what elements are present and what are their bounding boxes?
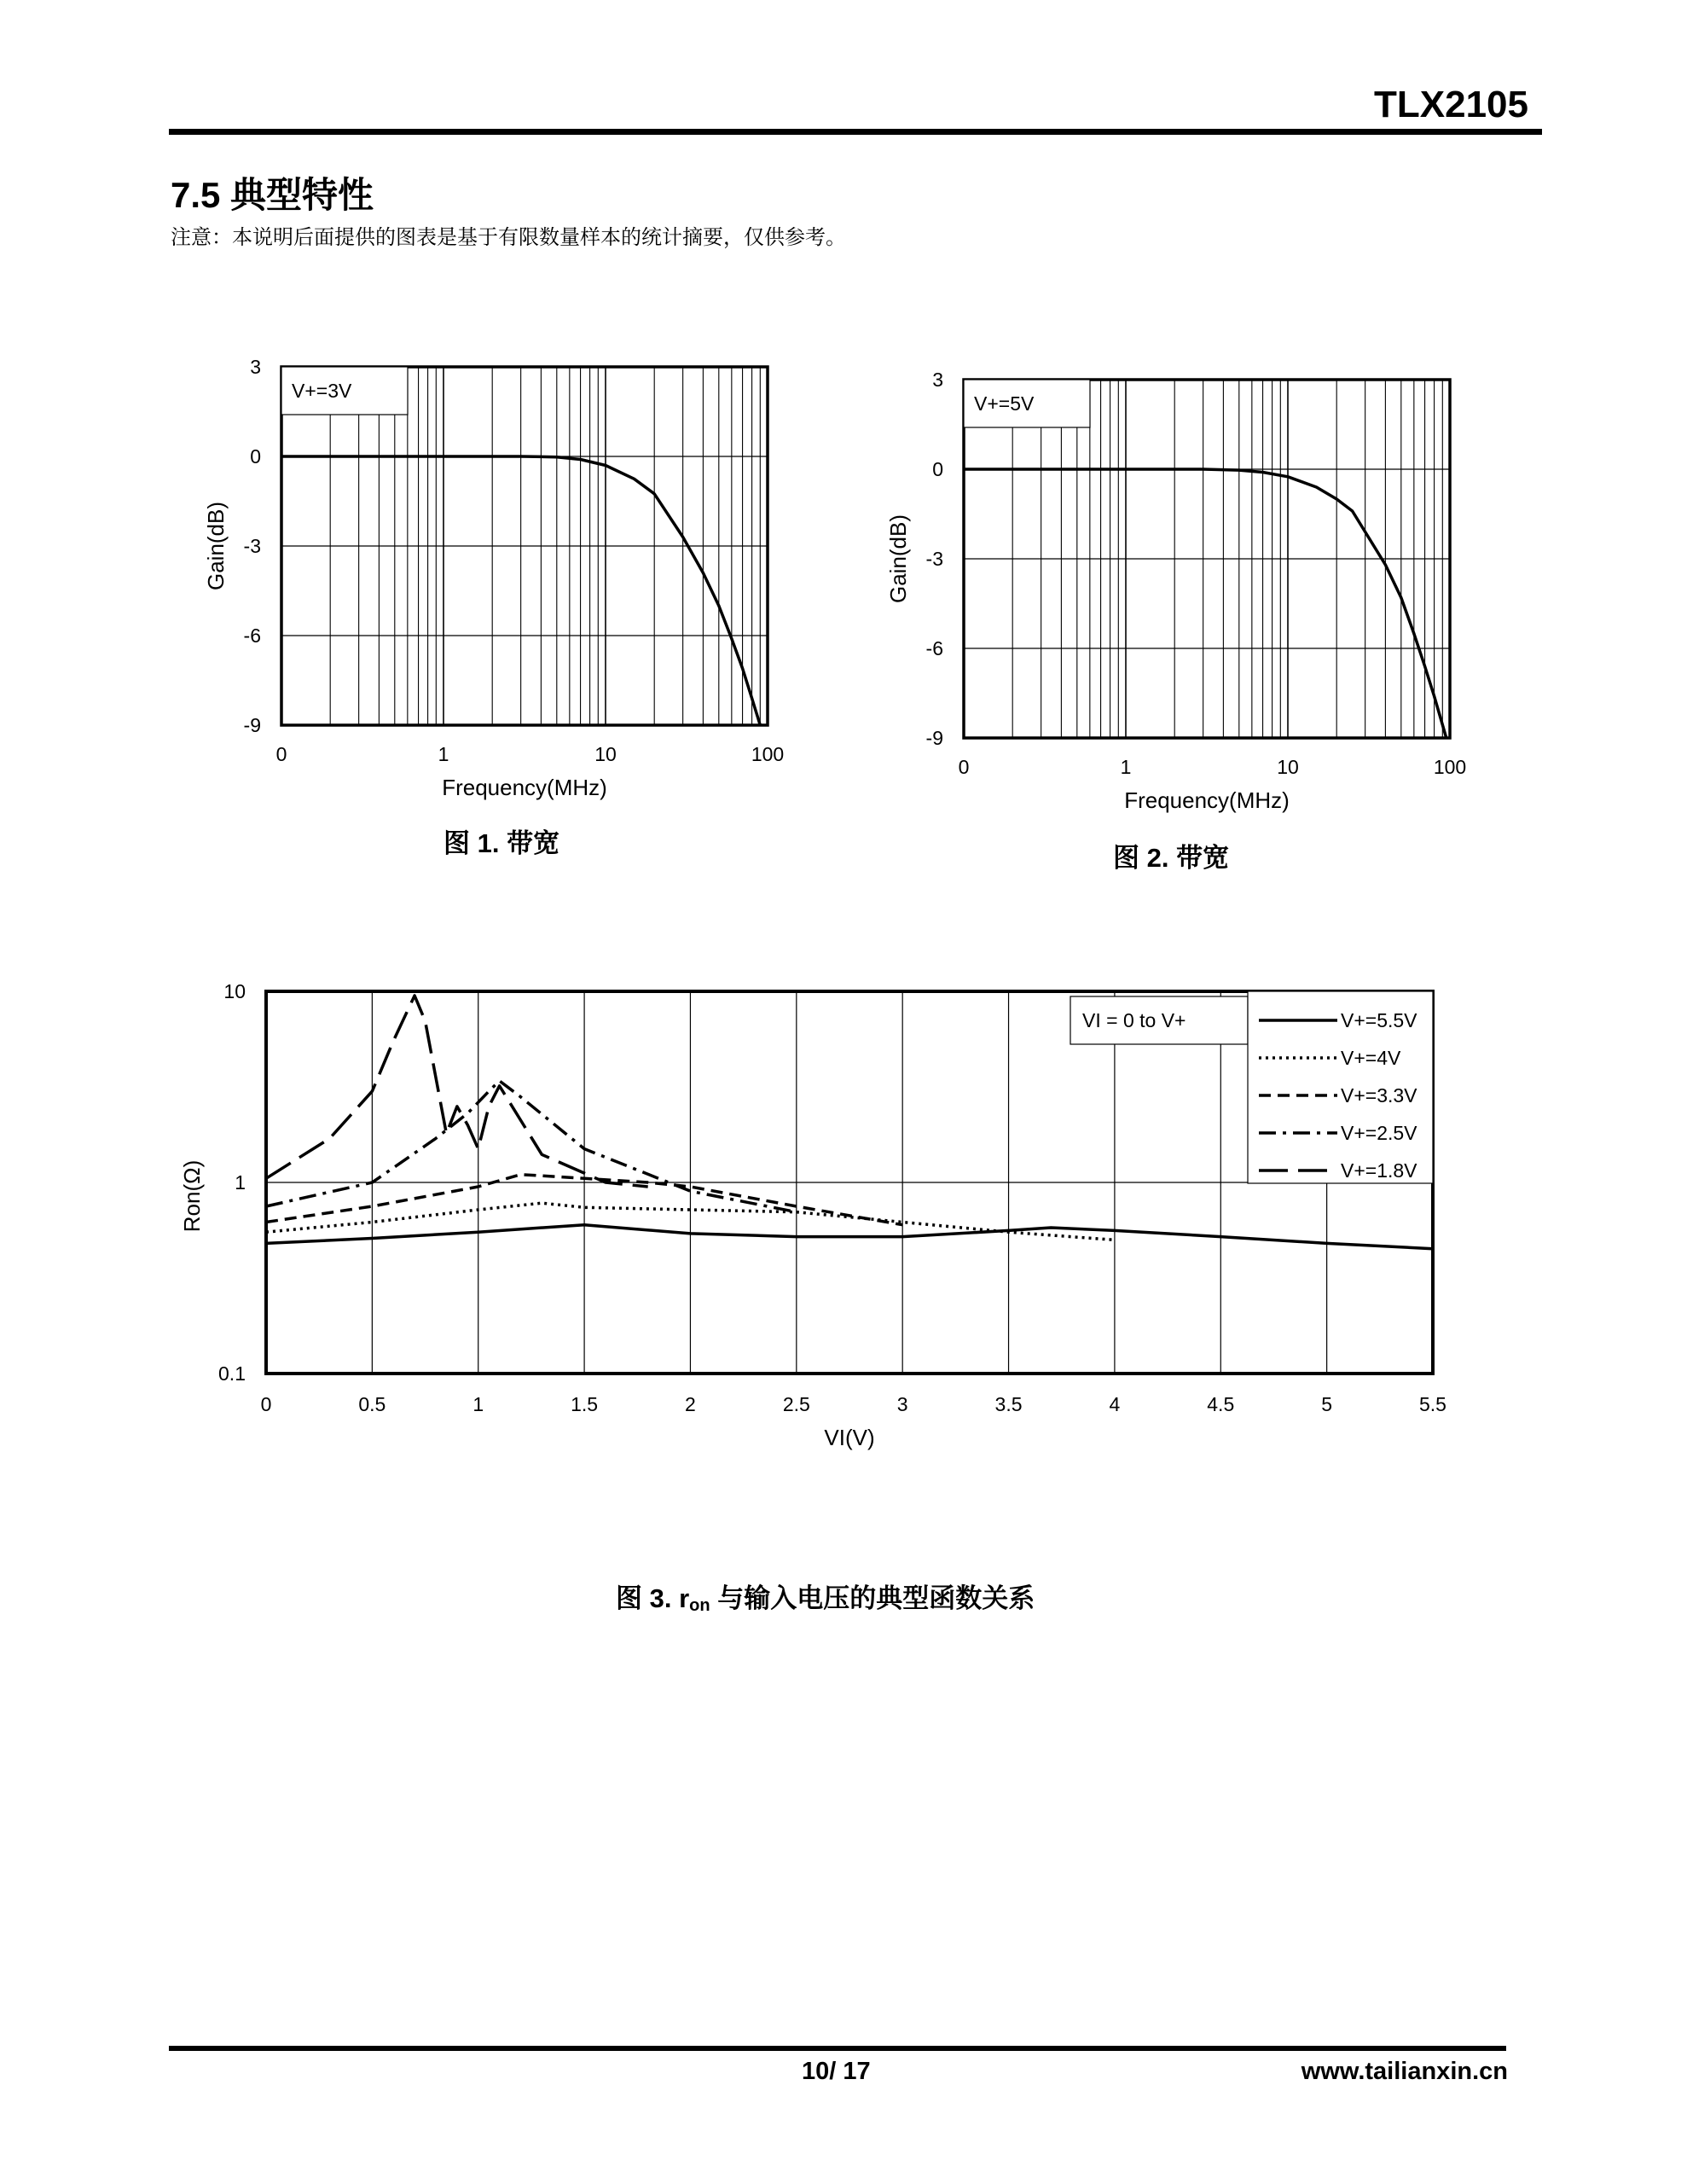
c2-x-axis-title: Frequency(MHz) [1124,787,1290,813]
c2-xtick-1: 1 [1120,756,1132,778]
c3-xtick-2: 1 [472,1393,484,1415]
c3-legend-label-2: V+=3.3V [1341,1084,1417,1107]
c3-legend-label-0: V+=5.5V [1341,1009,1417,1031]
c3-xtick-4: 2 [685,1393,696,1415]
figure-2-caption: 图 2. 带宽 [1113,843,1230,873]
c1-annotation-label: V+=3V [292,380,352,402]
c1-xtick-1: 1 [438,743,449,765]
c2-xtick-0: 0 [958,756,970,778]
c2-ytick-2: -3 [925,548,943,570]
figure-3-caption-prefix: 图 3. r [616,1583,690,1613]
c1-xtick-3: 100 [751,743,785,765]
chart-ron-vs-vi [171,973,1467,1467]
figure-1-caption: 图 1. 带宽 [443,828,560,858]
chart-bandwidth-5v [870,354,1484,832]
c3-ytick-2: 0.1 [218,1362,246,1385]
c2-y-axis-title: Gain(dB) [885,514,911,604]
c3-xtick-11: 5.5 [1419,1393,1446,1415]
website-url: www.tailianxin.cn [1301,2058,1508,2085]
c1-xtick-2: 10 [594,743,617,765]
section-title: 7.5 典型特性 [171,175,374,215]
figure-3-caption-subscript: on [689,1596,710,1615]
c3-ytick-0: 10 [223,980,246,1002]
figure-3-caption-suffix: 与输入电压的典型函数关系 [710,1583,1035,1613]
c3-xtick-0: 0 [260,1393,272,1415]
c1-x-axis-title: Frequency(MHz) [442,775,607,800]
c3-ytick-1: 1 [235,1171,246,1194]
header-rule [169,129,1542,135]
section-note: 注意：本说明后面提供的图表是基于有限数量样本的统计摘要，仅供参考。 [171,226,846,249]
c3-xtick-9: 4.5 [1207,1393,1235,1415]
c3-y-axis-title: Ron(Ω) [179,1159,205,1233]
c3-xtick-3: 1.5 [571,1393,599,1415]
c2-gain-line [964,469,1446,738]
c1-ytick-4: -9 [243,714,261,736]
c3-legend-label-3: V+=2.5V [1341,1122,1417,1144]
c3-xtick-8: 4 [1109,1393,1121,1415]
document-title: TLX2105 [1374,84,1528,125]
c3-x-axis-title: VI(V) [824,1425,875,1450]
c3-annotation-label: VI = 0 to V+ [1082,1009,1186,1031]
c2-ytick-0: 3 [932,369,943,391]
c3-xtick-10: 5 [1321,1393,1333,1415]
c1-ytick-0: 3 [250,356,261,378]
c3-series-line-4 [266,996,648,1187]
c3-xtick-6: 3 [896,1393,908,1415]
chart-bandwidth-3v [188,341,802,819]
c1-ytick-1: 0 [250,445,261,468]
c3-xtick-7: 3.5 [994,1393,1023,1415]
c1-xtick-0: 0 [275,743,287,765]
c3-legend-label-1: V+=4V [1341,1047,1401,1069]
c3-xtick-1: 0.5 [358,1393,386,1415]
c2-ytick-4: -9 [925,727,943,749]
c1-ytick-3: -6 [243,624,261,647]
figure-3-caption [616,1577,1035,1616]
footer-rule [169,2046,1506,2051]
c2-xtick-2: 10 [1277,756,1299,778]
c1-y-axis-title: Gain(dB) [203,501,229,591]
page-number: 10/ 17 [802,2058,871,2085]
c2-ytick-3: -6 [925,637,943,659]
c2-xtick-3: 100 [1433,756,1467,778]
c1-ytick-2: -3 [243,535,261,557]
c2-ytick-1: 0 [932,458,943,480]
c3-xtick-5: 2.5 [782,1393,810,1415]
c2-annotation-label: V+=5V [974,392,1035,415]
c3-legend-label-4: V+=1.8V [1341,1159,1417,1182]
c3-series-line-0 [266,1225,1433,1249]
